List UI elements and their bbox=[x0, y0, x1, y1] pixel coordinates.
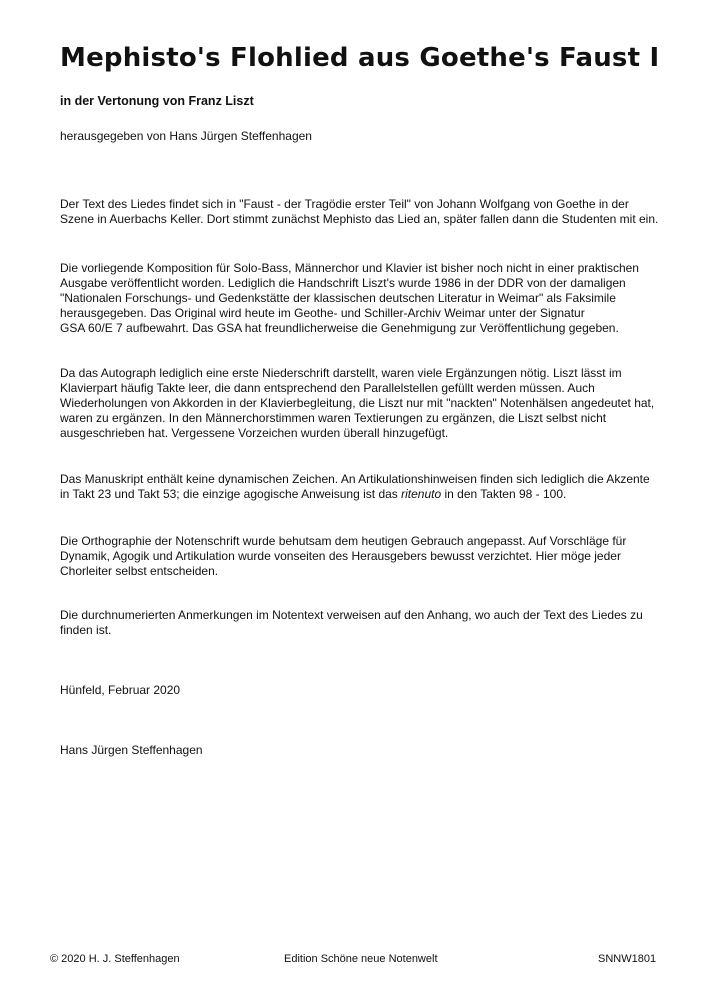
place-date: Hünfeld, Februar 2020 bbox=[60, 683, 181, 697]
ritenuto-term: ritenuto bbox=[401, 487, 442, 501]
annotations-paragraph: Die durchnumerierten Anmerkungen im Notentext verweisen auf den Anhang, wo auch der Text des Liedes zu finden ist. bbox=[60, 608, 643, 637]
manuscript-text-b: in den Takten 98 - 100. bbox=[441, 487, 567, 501]
orthography-paragraph: Die Orthographie der Notenschrift wurde behutsam dem heutigen Gebrauch angepasst. Auf Vorschläge für Dynamik, Agogik und Artikulation wurde vonseiten des Herausgebers bewusst verzichtet. Hier möge jeder Chorleiter selbst entscheiden. bbox=[60, 534, 627, 578]
intro-paragraph: Der Text des Liedes findet sich in "Faust - der Tragödie erster Teil" von Johann Wolfgang von Goethe in der Szene in Auerbachs Keller. Dort stimmt zunächst Mephisto das Lied an, später fallen dann die Studenten mit ein. bbox=[60, 197, 659, 226]
autograph-paragraph: Da das Autograph lediglich eine erste Niederschrift darstellt, waren viele Ergänzungen nötig. Liszt lässt im Klavierpart häufig Takte leer, die dann entsprechend den Parallelstellen gefüllt werden müssen. Auch Wiederholungen von Akkorden in der Klavierbegleitung, die Liszt nur mit "nackten" Notenhälsen angedeutet hat, waren zu ergänzen. In den Männerchorstimmen waren Textierungen zu ergänzen, die Liszt selbst nicht ausgeschrieben hat. Vergessene Vorzeichen wurden überall hinzugefügt. bbox=[60, 366, 655, 440]
document-subtitle: in der Vertonung von Franz Liszt bbox=[60, 94, 254, 108]
manuscript-paragraph bbox=[60, 472, 660, 502]
manuscript-text-a: Das Manuskript enthält keine dynamischen Zeichen. An Artikulationshinweisen finden sich lediglich die Akzente in Takt 23 und Takt 53; die einzige agogische Anweisung ist das bbox=[60, 472, 650, 501]
footer-copyright: © 2020 H. J. Steffenhagen bbox=[50, 953, 180, 965]
composition-paragraph bbox=[60, 261, 660, 336]
footer-code: SNNW1801 bbox=[598, 953, 657, 965]
editor-line: herausgegeben von Hans Jürgen Steffenhagen bbox=[60, 129, 312, 143]
composition-text: Die vorliegende Komposition für Solo-Bass, Männerchor und Klavier ist bisher noch nicht in einer praktischen Ausgabe veröffentlicht worden. Lediglich die Handschrift Liszt's wurde 1986 in der DDR von der damaligen "Nationalen Forschungs- und Gedenkstätte der klassischen deutschen Literatur in Weimar" als Faksimile herausgegeben. Das Original wird heute im Geothe- und Schiller-Archiv Weimar unter der Signatur bbox=[60, 261, 639, 320]
document-title: Mephisto's Flohlied aus Goethe's Faust I bbox=[60, 43, 660, 73]
signature-name: Hans Jürgen Steffenhagen bbox=[60, 743, 203, 757]
signature-text: GSA 60/E 7 aufbewahrt. Das GSA hat freundlicherweise die Genehmigung zur Veröffentlichung gegeben. bbox=[60, 321, 619, 335]
footer-edition: Edition Schöne neue Notenwelt bbox=[284, 953, 438, 965]
